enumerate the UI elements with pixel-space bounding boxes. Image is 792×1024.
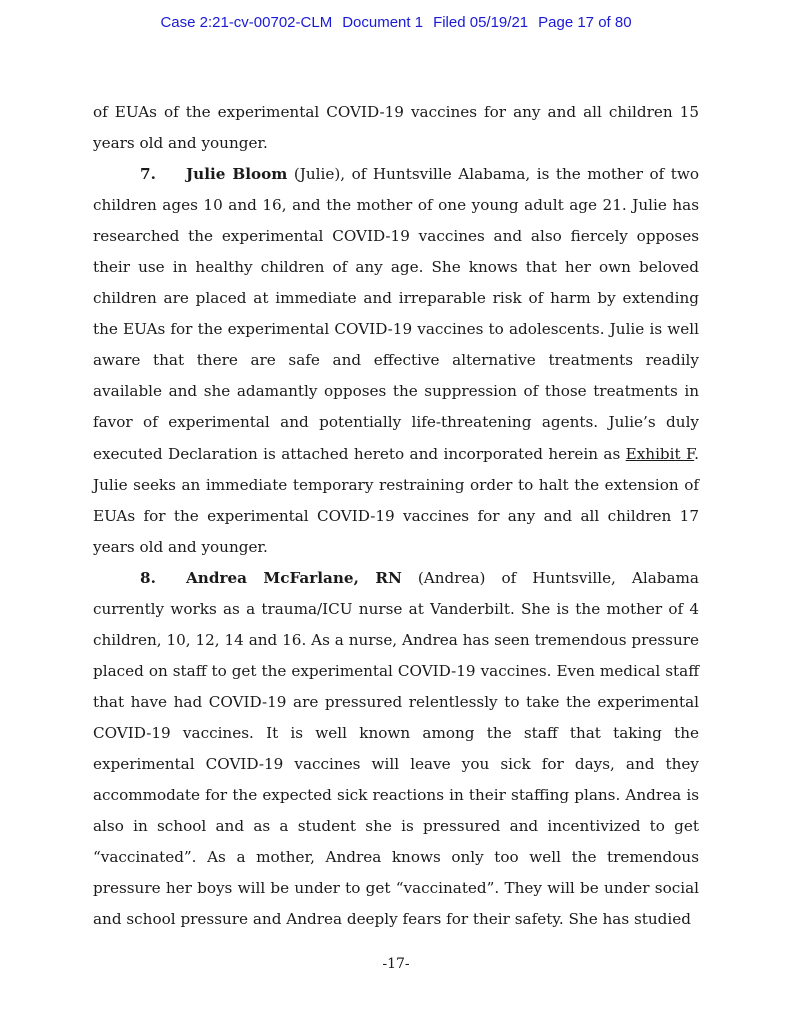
document-body <box>93 97 699 935</box>
paragraph-text: (Andrea) of Huntsville, Alabama currently works as a trauma/ICU nurse at Vanderbilt. She is the mother of 4 children, 10, 12, 14 and 16. As a nurse, Andrea has seen tremendous pressure placed on staff to get the experimental COVID-19 vaccines. Even medical staff that have had COVID-19 are pressured relentlessly to take the experimental COVID-19 vaccines. It is well known among the staff that taking the experimental COVID-19 vaccines will leave you sick for days, and they accommodate for the expected sick reactions in their staffing plans. Andrea is also in school and as a student she is pressured and incentivized to get “vaccinated”. As a mother, Andrea knows only too well the tremendous pressure her boys will be under to get “vaccinated”. They will be under social and school pressure and Andrea deeply fears for their safety. She has studied <box>93 568 699 929</box>
paragraph-8 <box>93 563 699 936</box>
page-count: Page 17 of 80 <box>538 14 632 31</box>
paragraph-7 <box>93 159 699 563</box>
paragraph-text: . Julie seeks an immediate temporary restraining order to halt the extension of EUAs for the experimental COVID-19 vaccines for any and all children 17 years old and younger. <box>93 444 699 556</box>
paragraph-number: 7. <box>140 165 156 184</box>
paragraph-continuation: of EUAs of the experimental COVID-19 vaccines for any and all children 15 years old and younger. <box>93 103 699 153</box>
paragraph-text: (Julie), of Huntsville Alabama, is the mother of two children ages 10 and 16, and the mother of one young adult age 21. Julie has researched the experimental COVID-19 vaccines and also fiercely opposes their use in healthy children of any age. She knows that her own beloved children are placed at immediate and irreparable risk of harm by extending the EUAs for the experimental COVID-19 vaccines to adolescents. Julie is well aware that there are safe and effective alternative treatments readily available and she adamantly opposes the suppression of those treatments in favor of experimental and potentially life-threatening agents. Julie’s duly executed Declaration is attached hereto and incorporated herein as <box>93 165 699 463</box>
case-number: Case 2:21-cv-00702-CLM <box>160 14 333 31</box>
exhibit-reference: Exhibit F <box>625 444 695 463</box>
paragraph-number: 8. <box>140 568 156 587</box>
case-header <box>0 14 792 31</box>
filed-date: Filed 05/19/21 <box>433 14 529 31</box>
plaintiff-name: Andrea McFarlane, RN <box>186 568 402 587</box>
document-number: Document 1 <box>342 14 424 31</box>
plaintiff-name: Julie Bloom <box>186 165 288 184</box>
page-number: -17- <box>382 956 410 972</box>
